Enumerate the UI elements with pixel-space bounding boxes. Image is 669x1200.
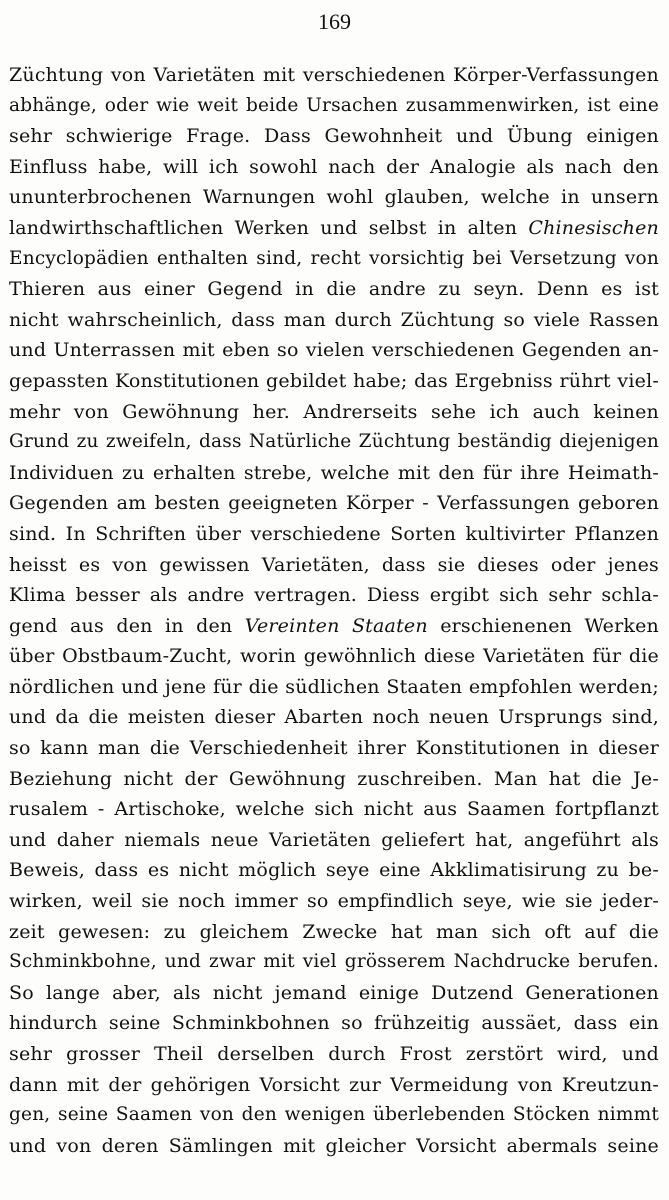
text-line (9, 978, 659, 1009)
text-span: ununterbrochenen Warnungen wohl glauben, welche in unsern (9, 186, 659, 209)
text-span: zeit gewesen: zu gleichem Zwecke hat man sich oft auf die (9, 920, 659, 943)
text-line (9, 305, 659, 336)
text-span: Individuen zu erhalten strebe, welche mit den für ihre Heimath- (9, 461, 659, 484)
text-line (9, 550, 659, 581)
text-span: nördlichen und jene für die südlichen Staaten empfohlen werden; (9, 675, 659, 698)
text-span: hindurch seine Schminkbohnen so frühzeitig aussäet, dass ein (9, 1012, 659, 1035)
body-text (9, 60, 659, 1161)
text-span: abhänge, oder wie weit beide Ursachen zusammenwirken, ist eine (9, 94, 659, 116)
text-line (9, 519, 659, 550)
text-span: Chinesischen (528, 216, 659, 239)
text-line (9, 1100, 659, 1131)
text-span: Encyclopädien enthalten sind, recht vorsichtig bei Versetzung von (9, 247, 659, 269)
text-span: so kann man die Verschiedenheit ihrer Konstitutionen in dieser (9, 737, 659, 760)
text-span: dann mit der gehörigen Vorsicht zur Vermeidung von Kreutzun- (9, 1073, 659, 1096)
text-line (9, 702, 659, 733)
text-line (9, 458, 659, 489)
text-line (9, 488, 659, 519)
text-span: Beziehung nicht der Gewöhnung zuschreiben. Man hat die Je- (9, 767, 659, 790)
text-span: gepassten Konstitutionen gebildet habe; das Ergebniss rührt viel- (9, 369, 659, 392)
text-span: nicht wahrscheinlich, dass man durch Züchtung so viele Rassen (9, 308, 659, 331)
text-line (9, 794, 659, 825)
text-line (9, 733, 659, 764)
text-span: Vereinten Staaten (244, 614, 428, 637)
text-line (9, 274, 659, 305)
text-span: und von deren Sämlingen mit gleicher Vorsicht abermals seine (9, 1134, 659, 1157)
text-span: rusalem - Artischoke, welche sich nicht aus Saamen fortpflanzt (9, 798, 659, 821)
text-span: Gegenden am besten geeigneten Körper - Verfassungen geboren (9, 492, 659, 515)
text-span: landwirthschaftlichen Werken und selbst in alten (9, 216, 529, 239)
text-span: sehr grosser Theil derselben durch Frost zerstört wird, und (9, 1043, 659, 1065)
text-line (9, 611, 659, 642)
text-span: gend aus den in den (9, 614, 245, 637)
text-span: wirken, weil sie noch immer so empfindlich seye, wie sie jeder- (9, 890, 659, 913)
text-line (9, 672, 659, 703)
text-span: und Unterrassen mit eben so vielen verschiedenen Gegenden an- (9, 339, 659, 362)
text-line (9, 825, 659, 856)
text-line (9, 1039, 659, 1070)
text-span: Schminkbohne, und zwar mit viel grösserem Nachdrucke berufen. (9, 951, 659, 973)
text-line (9, 886, 659, 917)
text-line (9, 1008, 659, 1039)
text-span: Thieren aus einer Gegend in die andre zu seyn. Denn es ist (9, 278, 659, 301)
text-span: sehr schwierige Frage. Dass Gewohnheit und Übung einigen (9, 125, 659, 148)
text-line (9, 244, 659, 275)
text-line (9, 580, 659, 611)
text-span: über Obstbaum-Zucht, worin gewöhnlich diese Varietäten für die (9, 645, 659, 668)
text-span: mehr von Gewöhnung her. Andrerseits sehe ich auch keinen (9, 400, 659, 423)
text-line (9, 152, 659, 183)
text-line (9, 213, 659, 244)
text-span: Beweis, dass es nicht möglich seye eine Akklimatisirung zu be- (9, 859, 659, 882)
text-line (9, 397, 659, 428)
text-span: sind. In Schriften über verschiedene Sorten kultivirter Pflanzen (9, 522, 659, 545)
text-line (9, 641, 659, 672)
text-line (9, 1131, 659, 1162)
text-line (9, 764, 659, 795)
text-line (9, 121, 659, 152)
text-line (9, 335, 659, 366)
text-span: So lange aber, als nicht jemand einige Dutzend Generationen (9, 981, 659, 1004)
text-span: Züchtung von Varietäten mit verschiedenen Körper-Verfassungen (9, 64, 659, 86)
text-line (9, 947, 659, 978)
text-line (9, 182, 659, 213)
text-line (9, 366, 659, 397)
text-span: heisst es von gewissen Varietäten, dass sie dieses oder jenes (9, 553, 659, 576)
page-number: 169 (318, 9, 351, 34)
text-line (9, 427, 659, 458)
text-line (9, 855, 659, 886)
text-span: und da die meisten dieser Abarten noch neuen Ursprungs sind, (9, 706, 659, 729)
text-span: und daher niemals neue Varietäten geliefert hat, angeführt als (9, 828, 659, 851)
text-span: erschienenen Werken (427, 614, 659, 637)
text-span: Grund zu zweifeln, dass Natürliche Züchtung beständig diejenigen (9, 431, 659, 453)
text-span: Klima besser als andre vertragen. Diess ergibt sich sehr schla- (9, 584, 659, 607)
text-line (9, 60, 659, 91)
text-line (9, 917, 659, 948)
text-span: gen, seine Saamen von den wenigen überlebenden Stöcken nimmt (9, 1104, 659, 1126)
text-line (9, 1070, 659, 1101)
text-span: Einfluss habe, will ich sowohl nach der Analogie als nach den (9, 155, 659, 178)
text-line (9, 91, 659, 122)
